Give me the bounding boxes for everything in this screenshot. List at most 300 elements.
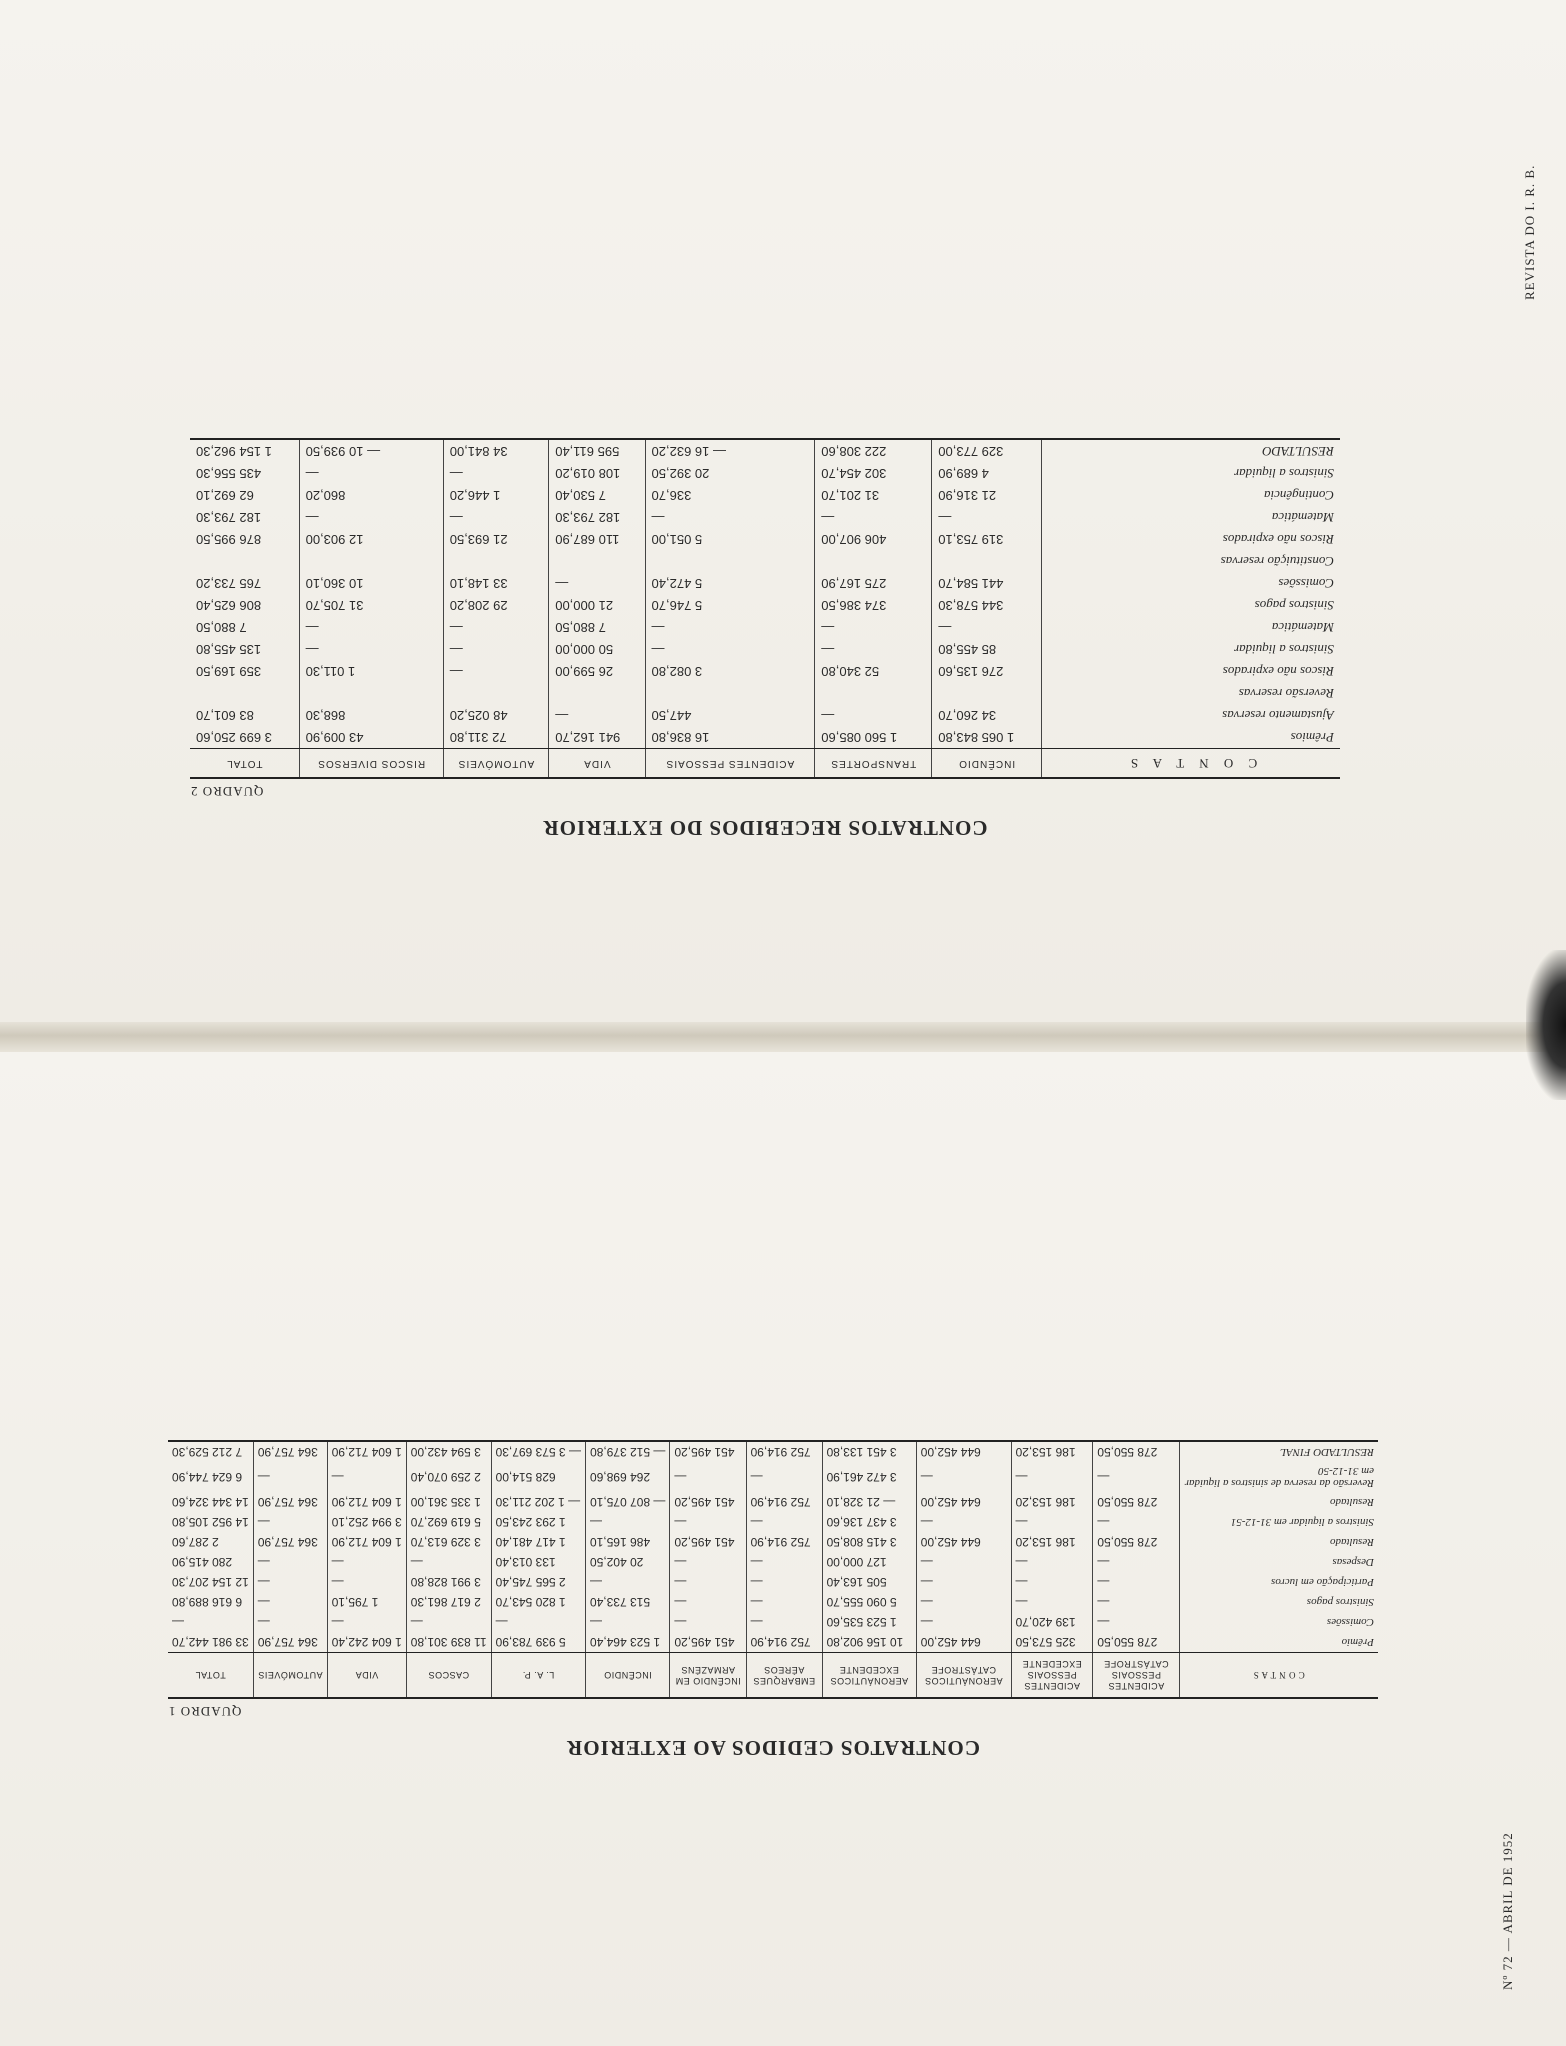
- table-cell: [190, 682, 299, 704]
- table-cell: 6 624 744,90: [168, 1462, 253, 1492]
- table-cell: —: [1011, 1462, 1093, 1492]
- table-row: [190, 484, 1340, 506]
- table-cell: 139 420,70: [1011, 1612, 1093, 1632]
- table-row: [190, 506, 1340, 528]
- table-cell: 3 991 828,80: [406, 1572, 491, 1592]
- table-cell: 451 495,20: [670, 1441, 746, 1462]
- table-cell: —: [491, 1612, 585, 1632]
- table-cell: 110 687,90: [549, 528, 645, 550]
- table-row: [190, 528, 1340, 550]
- table-cell: —: [932, 506, 1042, 528]
- row-label: RESULTADO FINAL: [1180, 1441, 1379, 1462]
- table-cell: —: [253, 1462, 327, 1492]
- table-cell: 108 019,20: [549, 462, 645, 484]
- table-cell: 1 560 085,60: [815, 726, 932, 749]
- table-cell: —: [1011, 1572, 1093, 1592]
- column-header: ACIDENTES PESSOAIS: [645, 749, 815, 778]
- table-cell: 860,20: [299, 484, 443, 506]
- table-row: [168, 1441, 1378, 1462]
- table-cell: —: [645, 616, 815, 638]
- table-row: [168, 1462, 1378, 1492]
- table-received-sheet: [190, 220, 1340, 840]
- table-cell: 29 208,20: [443, 594, 548, 616]
- table-ceded-quadro: QUADRO 1: [168, 1704, 242, 1719]
- table-cell: 325 573,50: [1011, 1632, 1093, 1653]
- table-cell: 3 994 252,10: [327, 1512, 406, 1532]
- table-cell: —: [443, 616, 548, 638]
- table-cell: 5 090 555,70: [822, 1592, 916, 1612]
- table-cell: 3 082,80: [645, 660, 815, 682]
- table-cell: [549, 682, 645, 704]
- table-ceded-header: [168, 1652, 1378, 1698]
- table-cell: 33 981 442,70: [168, 1632, 253, 1653]
- table-cell: 5 472,40: [645, 572, 815, 594]
- table-cell: —: [815, 638, 932, 660]
- table-cell: —: [1093, 1572, 1180, 1592]
- table-cell: 10 156 902,80: [822, 1632, 916, 1653]
- table-cell: [443, 682, 548, 704]
- table-cell: [190, 550, 299, 572]
- table-cell: —: [670, 1552, 746, 1572]
- table-cell: 1 795,10: [327, 1592, 406, 1612]
- column-header: EMBARQUES AÉREOS: [746, 1652, 822, 1698]
- table-cell: —: [645, 638, 815, 660]
- column-header: INCÊNDIO: [586, 1652, 670, 1698]
- table-cell: [443, 550, 548, 572]
- table-cell: 7 530,40: [549, 484, 645, 506]
- table-cell: 628 514,00: [491, 1462, 585, 1492]
- table-cell: —: [168, 1612, 253, 1632]
- table-cell: —: [327, 1572, 406, 1592]
- table-cell: [932, 550, 1042, 572]
- table-cell: — 10 939,50: [299, 439, 443, 462]
- table-row: [168, 1532, 1378, 1552]
- table-received-quadro: QUADRO 2: [190, 784, 264, 799]
- row-label: RESULTADO: [1042, 439, 1341, 462]
- table-cell: 359 169,50: [190, 660, 299, 682]
- table-cell: 278 550,50: [1093, 1532, 1180, 1552]
- table-cell: —: [253, 1592, 327, 1612]
- table-cell: —: [253, 1552, 327, 1572]
- table-cell: 941 162,70: [549, 726, 645, 749]
- table-row: [190, 704, 1340, 726]
- table-row: [190, 462, 1340, 484]
- table-cell: —: [1093, 1612, 1180, 1632]
- table-cell: 451 495,20: [670, 1632, 746, 1653]
- column-header: CASCOS: [406, 1652, 491, 1698]
- table-cell: 31 705,70: [299, 594, 443, 616]
- column-header: TOTAL: [168, 1652, 253, 1698]
- table-cell: 5 619 692,70: [406, 1512, 491, 1532]
- table-cell: —: [670, 1592, 746, 1612]
- table-cell: 278 550,50: [1093, 1492, 1180, 1512]
- table-cell: 752 914,90: [746, 1632, 822, 1653]
- table-cell: —: [815, 616, 932, 638]
- table-cell: 6 616 889,80: [168, 1592, 253, 1612]
- table-cell: 876 995,50: [190, 528, 299, 550]
- table-cell: 752 914,90: [746, 1532, 822, 1552]
- row-label: Resultado: [1330, 1535, 1374, 1548]
- table-cell: —: [746, 1512, 822, 1532]
- table-cell: — 807 075,10: [586, 1492, 670, 1512]
- table-cell: 186 153,20: [1011, 1441, 1093, 1462]
- table-cell: —: [299, 616, 443, 638]
- table-cell: 644 452,00: [916, 1441, 1011, 1462]
- row-label: Sinistros a liquidar: [1234, 466, 1334, 482]
- row-label: Riscos não expirados: [1222, 532, 1334, 548]
- table-cell: —: [406, 1552, 491, 1572]
- table-cell: 1 604 712,90: [327, 1441, 406, 1462]
- column-header: ACIDENTES PESSOAIS CATÁSTROFE: [1093, 1652, 1180, 1698]
- table-row: [190, 660, 1340, 682]
- table-row: [190, 726, 1340, 749]
- table-cell: 3 594 432,00: [406, 1441, 491, 1462]
- table-ceded-sheet: [168, 1340, 1378, 1760]
- table-cell: 1 820 543,70: [491, 1592, 585, 1612]
- table-cell: [299, 550, 443, 572]
- table-cell: —: [670, 1462, 746, 1492]
- table-cell: 1 335 361,00: [406, 1492, 491, 1512]
- table-cell: 5 939 783,90: [491, 1632, 585, 1653]
- table-cell: —: [1011, 1512, 1093, 1532]
- table-cell: —: [645, 506, 815, 528]
- table-cell: 302 454,70: [815, 462, 932, 484]
- table-cell: —: [586, 1572, 670, 1592]
- table-cell: 182 793,30: [549, 506, 645, 528]
- table-cell: 344 578,30: [932, 594, 1042, 616]
- table-ceded: [168, 1440, 1378, 1699]
- table-cell: —: [1011, 1552, 1093, 1572]
- table-cell: —: [327, 1462, 406, 1492]
- table-cell: —: [916, 1552, 1011, 1572]
- table-cell: —: [299, 638, 443, 660]
- row-label: Reversão reservas: [1238, 686, 1334, 702]
- table-cell: [815, 682, 932, 704]
- row-label: Prêmios: [1290, 730, 1334, 746]
- table-cell: 135 455,80: [190, 638, 299, 660]
- table-cell: 644 452,00: [916, 1492, 1011, 1512]
- table-cell: 26 599,00: [549, 660, 645, 682]
- table-cell: 765 733,20: [190, 572, 299, 594]
- table-cell: —: [443, 462, 548, 484]
- table-cell: —: [916, 1512, 1011, 1532]
- row-label: Constituição reservas: [1220, 554, 1334, 570]
- table-received-body: [190, 439, 1340, 749]
- table-cell: —: [670, 1572, 746, 1592]
- table-cell: 276 135,60: [932, 660, 1042, 682]
- table-cell: 14 952 105,80: [168, 1512, 253, 1532]
- table-cell: —: [1093, 1552, 1180, 1572]
- table-cell: 1 523 464,40: [586, 1632, 670, 1653]
- table-cell: —: [815, 506, 932, 528]
- table-cell: 1 604 712,90: [327, 1532, 406, 1552]
- table-cell: 34 260,70: [932, 704, 1042, 726]
- table-cell: —: [1093, 1592, 1180, 1612]
- column-header: ACIDENTES PESSOAIS EXCEDENTE: [1011, 1652, 1093, 1698]
- table-cell: 20 392,50: [645, 462, 815, 484]
- table-cell: 280 415,90: [168, 1552, 253, 1572]
- row-label: Prêmio: [1341, 1635, 1374, 1648]
- table-cell: 505 163,40: [822, 1572, 916, 1592]
- table-cell: 3 472 461,90: [822, 1462, 916, 1492]
- table-cell: —: [932, 616, 1042, 638]
- row-label: Sinistros pagos: [1254, 598, 1334, 614]
- column-header: AERONÁUTICOS CATÁSTROFE: [916, 1652, 1011, 1698]
- table-cell: 2 259 070,40: [406, 1462, 491, 1492]
- table-cell: 3 415 808,50: [822, 1532, 916, 1552]
- table-cell: —: [443, 660, 548, 682]
- table-cell: 31 201,70: [815, 484, 932, 506]
- table-cell: —: [299, 462, 443, 484]
- table-cell: 1 523 535,60: [822, 1612, 916, 1632]
- table-cell: —: [670, 1512, 746, 1532]
- row-label: Sinistros pagos: [1306, 1595, 1374, 1608]
- table-row: [168, 1592, 1378, 1612]
- column-header: INCÊNDIO EM ARMAZÉNS: [670, 1652, 746, 1698]
- row-label: Reversão da reserva de sinistros a liquidar em 31-12-50: [1184, 1464, 1374, 1489]
- table-row: [190, 616, 1340, 638]
- column-header: TRANSPORTES: [815, 749, 932, 778]
- table-row: [168, 1572, 1378, 1592]
- journal-name: REVISTA DO I. R. B.: [1522, 164, 1537, 300]
- table-row: [190, 594, 1340, 616]
- table-cell: 406 907,00: [815, 528, 932, 550]
- table-cell: [549, 550, 645, 572]
- table-row: [190, 572, 1340, 594]
- column-header: VIDA: [549, 749, 645, 778]
- table-cell: 336,70: [645, 484, 815, 506]
- table-cell: — 512 379,80: [586, 1441, 670, 1462]
- row-label: Comissões: [1326, 1615, 1374, 1628]
- table-cell: — 16 632,20: [645, 439, 815, 462]
- table-cell: 3 699 250,60: [190, 726, 299, 749]
- table-cell: 10 360,10: [299, 572, 443, 594]
- binding-shadow: [1526, 950, 1566, 1100]
- table-cell: —: [406, 1612, 491, 1632]
- row-label: Riscos não expirados: [1222, 664, 1334, 680]
- column-header: C O N T A S: [1180, 1652, 1379, 1698]
- table-cell: [299, 682, 443, 704]
- column-header: AUTOMÓVEIS: [443, 749, 548, 778]
- table-row: [190, 439, 1340, 462]
- table-cell: [815, 550, 932, 572]
- table-cell: 33 148,10: [443, 572, 548, 594]
- table-cell: 1 446,20: [443, 484, 548, 506]
- table-row: [190, 550, 1340, 572]
- table-cell: —: [299, 506, 443, 528]
- table-cell: 7 212 529,30: [168, 1441, 253, 1462]
- table-cell: —: [253, 1512, 327, 1532]
- table-cell: [645, 682, 815, 704]
- table-cell: — 21 328,10: [822, 1492, 916, 1512]
- table-cell: 1 154 962,30: [190, 439, 299, 462]
- table-cell: 133 013,40: [491, 1552, 585, 1572]
- table-cell: 1 011,30: [299, 660, 443, 682]
- table-cell: 21 000,00: [549, 594, 645, 616]
- table-cell: 222 308,60: [815, 439, 932, 462]
- table-cell: 83 601,70: [190, 704, 299, 726]
- table-cell: —: [327, 1552, 406, 1572]
- table-cell: 364 757,90: [253, 1632, 327, 1653]
- table-cell: 85 455,80: [932, 638, 1042, 660]
- table-cell: 11 839 301,80: [406, 1632, 491, 1653]
- table-cell: 435 556,30: [190, 462, 299, 484]
- row-label: Sinistros a liquidar em 31-12-51: [1230, 1515, 1374, 1528]
- table-row: [168, 1632, 1378, 1653]
- table-cell: —: [443, 638, 548, 660]
- column-header: INCÊNDIO: [932, 749, 1042, 778]
- table-cell: 441 584,70: [932, 572, 1042, 594]
- table-cell: [932, 682, 1042, 704]
- table-cell: —: [443, 506, 548, 528]
- column-header: RISCOS DIVERSOS: [299, 749, 443, 778]
- table-cell: —: [1093, 1462, 1180, 1492]
- table-cell: 1 417 481,40: [491, 1532, 585, 1552]
- table-cell: 186 153,20: [1011, 1532, 1093, 1552]
- table-cell: —: [916, 1612, 1011, 1632]
- table-cell: —: [670, 1612, 746, 1632]
- column-header: L. A. P.: [491, 1652, 585, 1698]
- column-header: TOTAL: [190, 749, 299, 778]
- table-cell: 43 009,90: [299, 726, 443, 749]
- table-cell: —: [253, 1572, 327, 1592]
- table-cell: —: [746, 1552, 822, 1572]
- table-cell: 48 025,20: [443, 704, 548, 726]
- table-cell: 3 451 133,80: [822, 1441, 916, 1462]
- table-cell: 451 495,20: [670, 1532, 746, 1552]
- table-cell: —: [549, 572, 645, 594]
- table-cell: 806 625,40: [190, 594, 299, 616]
- table-cell: 7 880,50: [549, 616, 645, 638]
- table-cell: 364 757,90: [253, 1532, 327, 1552]
- row-label: Participação em lucros: [1271, 1575, 1374, 1588]
- table-cell: —: [746, 1462, 822, 1492]
- table-cell: —: [586, 1612, 670, 1632]
- table-cell: —: [746, 1572, 822, 1592]
- table-cell: — 3 573 697,30: [491, 1441, 585, 1462]
- table-cell: 62 692,10: [190, 484, 299, 506]
- table-cell: —: [1093, 1512, 1180, 1532]
- table-cell: 14 344 324,60: [168, 1492, 253, 1512]
- row-label: Matemática: [1271, 510, 1334, 526]
- table-cell: 329 773,00: [932, 439, 1042, 462]
- table-cell: 278 550,50: [1093, 1441, 1180, 1462]
- table-cell: 374 386,50: [815, 594, 932, 616]
- table-cell: 20 402,50: [586, 1552, 670, 1572]
- table-received: [190, 438, 1340, 779]
- table-cell: 3 437 136,60: [822, 1512, 916, 1532]
- table-cell: 21 316,90: [932, 484, 1042, 506]
- table-cell: 1 604 242,40: [327, 1632, 406, 1653]
- table-cell: —: [815, 704, 932, 726]
- table-cell: 12 903,00: [299, 528, 443, 550]
- table-cell: —: [746, 1592, 822, 1612]
- table-cell: —: [1011, 1592, 1093, 1612]
- row-label: Resultado: [1330, 1495, 1374, 1508]
- table-cell: 264 698,60: [586, 1462, 670, 1492]
- table-cell: 186 153,20: [1011, 1492, 1093, 1512]
- table-ceded-title: CONTRATOS CEDIDOS AO EXTERIOR: [566, 1736, 980, 1760]
- table-cell: 752 914,90: [746, 1492, 822, 1512]
- table-row: [190, 682, 1340, 704]
- table-cell: —: [253, 1612, 327, 1632]
- table-cell: 1 293 243,50: [491, 1512, 585, 1532]
- table-cell: 5 746,70: [645, 594, 815, 616]
- table-cell: 7 880,50: [190, 616, 299, 638]
- table-cell: —: [916, 1592, 1011, 1612]
- table-cell: 182 793,30: [190, 506, 299, 528]
- issue-line: Nº 72 — ABRIL DE 1952: [1500, 1832, 1515, 1990]
- table-cell: 34 841,00: [443, 439, 548, 462]
- table-cell: 2 565 745,40: [491, 1572, 585, 1592]
- table-cell: 364 757,90: [253, 1441, 327, 1462]
- table-row: [190, 638, 1340, 660]
- row-label: Matemática: [1271, 620, 1334, 636]
- row-label: Sinistros a liquidar: [1234, 642, 1334, 658]
- table-row: [168, 1512, 1378, 1532]
- row-label: Despesas: [1332, 1555, 1374, 1568]
- table-cell: 319 753,10: [932, 528, 1042, 550]
- table-received-header: [190, 749, 1340, 778]
- row-label: Ajustamento reservas: [1222, 708, 1334, 724]
- table-cell: 513 733,40: [586, 1592, 670, 1612]
- table-cell: 275 167,90: [815, 572, 932, 594]
- table-cell: 4 689,90: [932, 462, 1042, 484]
- table-cell: 21 693,50: [443, 528, 548, 550]
- table-row: [168, 1492, 1378, 1512]
- table-cell: 16 836,80: [645, 726, 815, 749]
- page-fold: [0, 1022, 1566, 1052]
- table-cell: —: [916, 1572, 1011, 1592]
- table-cell: 486 165,10: [586, 1532, 670, 1552]
- table-cell: 2 617 861,30: [406, 1592, 491, 1612]
- table-cell: 278 550,50: [1093, 1632, 1180, 1653]
- row-label: Comissões: [1278, 576, 1334, 592]
- table-cell: 595 611,40: [549, 439, 645, 462]
- column-header: AERONÁUTICOS EXCEDENTE: [822, 1652, 916, 1698]
- table-cell: 3 329 613,70: [406, 1532, 491, 1552]
- table-cell: 52 340,80: [815, 660, 932, 682]
- column-header: C O N T A S: [1042, 749, 1341, 778]
- table-cell: 12 154 207,30: [168, 1572, 253, 1592]
- table-cell: 5 051,00: [645, 528, 815, 550]
- table-row: [168, 1552, 1378, 1572]
- table-cell: —: [746, 1612, 822, 1632]
- table-cell: 752 914,90: [746, 1441, 822, 1462]
- row-label: Contingência: [1263, 488, 1334, 504]
- table-cell: 644 452,00: [916, 1532, 1011, 1552]
- column-header: AUTOMÓVEIS: [253, 1652, 327, 1698]
- table-cell: 451 495,20: [670, 1492, 746, 1512]
- table-cell: —: [586, 1512, 670, 1532]
- table-cell: [645, 550, 815, 572]
- table-received-title: CONTRATOS RECEBIDOS DO EXTERIOR: [542, 816, 988, 840]
- table-cell: 50 000,00: [549, 638, 645, 660]
- table-cell: — 1 202 211,30: [491, 1492, 585, 1512]
- table-cell: 644 452,00: [916, 1632, 1011, 1653]
- column-header: VIDA: [327, 1652, 406, 1698]
- table-cell: 2 287,60: [168, 1532, 253, 1552]
- table-cell: 127 000,00: [822, 1552, 916, 1572]
- table-cell: 868,30: [299, 704, 443, 726]
- table-cell: —: [916, 1462, 1011, 1492]
- table-cell: 72 311,80: [443, 726, 548, 749]
- table-cell: 447,50: [645, 704, 815, 726]
- table-ceded-body: [168, 1441, 1378, 1653]
- table-cell: —: [549, 704, 645, 726]
- table-cell: 1 065 843,80: [932, 726, 1042, 749]
- table-cell: 1 604 712,90: [327, 1492, 406, 1512]
